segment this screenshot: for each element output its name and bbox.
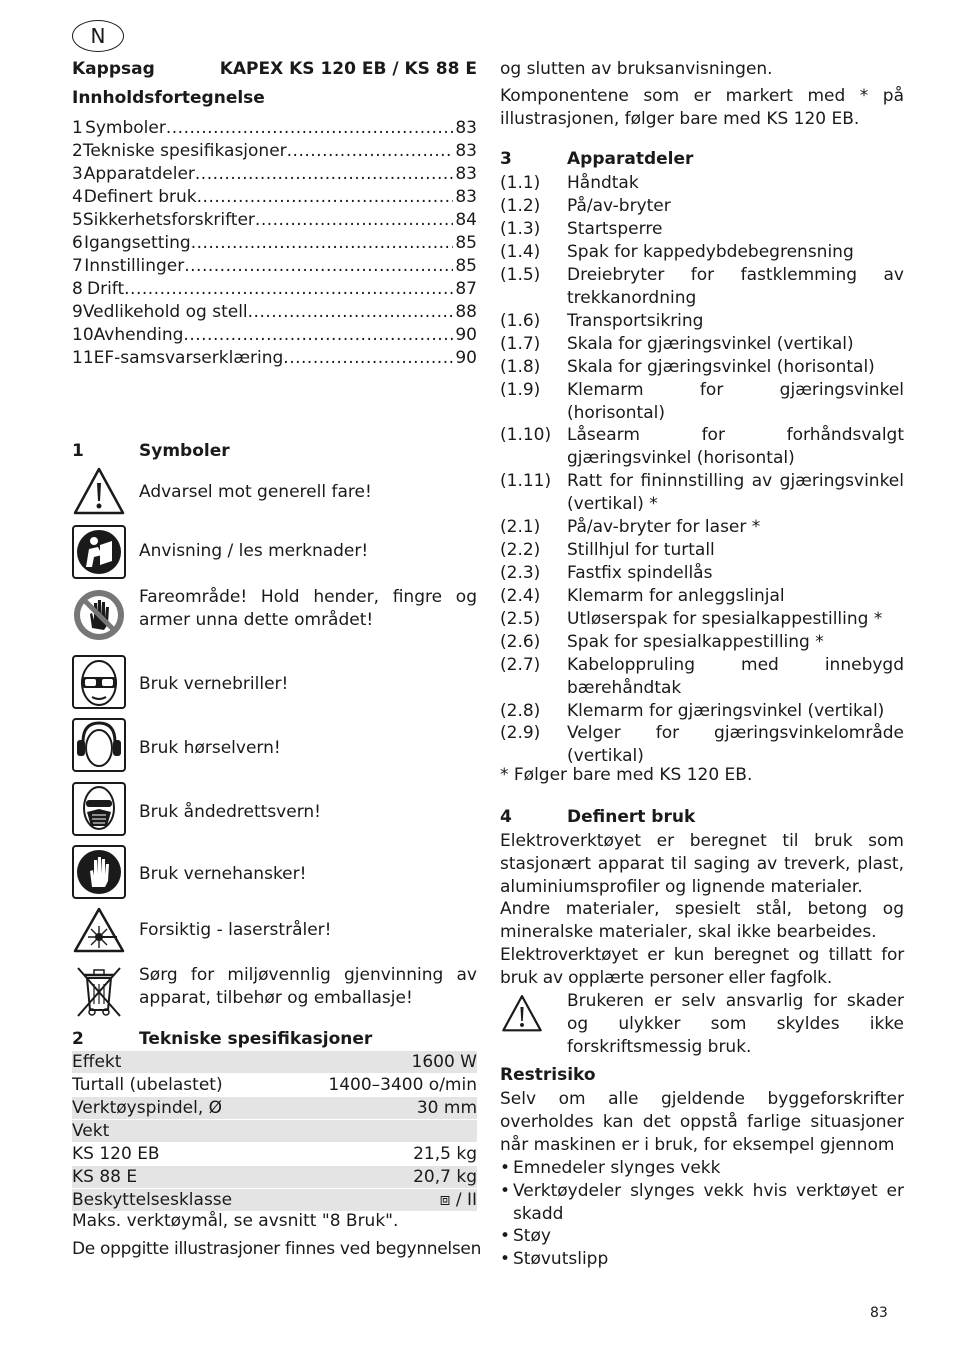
part-label: Velger for gjæringsvinkelområde (vertikal) (567, 723, 904, 766)
toc-item-num: 11 (72, 348, 94, 368)
symbol-text: Forsiktig - laserstråler! (139, 920, 332, 940)
part-label: Ratt for fininnstilling av gjæringsvinkel (vertikal) * (567, 471, 904, 514)
usage-paragraph: Elektroverktøyet er kun beregnet og tillatt for bruk av opplærte personer eller fagfolk. (500, 945, 904, 988)
spec-label: Effekt (72, 1052, 122, 1072)
spec-label: Turtall (ubelastet) (72, 1075, 223, 1095)
symbol-text: Bruk hørselvern! (139, 738, 281, 758)
spec-row (72, 1051, 477, 1073)
part-num: (1.6) (500, 311, 541, 331)
usage-paragraph: Andre materialer, spesielt stål, betong og mineralske materialer, skal ikke bearbeides. (500, 899, 904, 942)
toc-item-page: 88 (455, 302, 477, 322)
toc-item-num: 5 (72, 210, 83, 230)
toc-heading: Innholdsfortegnelse (72, 88, 265, 108)
toc-item-num: 6 (72, 233, 83, 253)
page-number: 83 (870, 1305, 888, 1321)
part-label: Fastfix spindellås (567, 563, 713, 583)
part-item (500, 539, 904, 562)
toc-leader (124, 278, 453, 300)
header-right: KAPEX KS 120 EB / KS 88 E (219, 59, 477, 79)
toc-item-num: 4 (72, 187, 83, 207)
spec-note: De oppgitte illustrasjoner finnes ved begynnelsen (72, 1239, 482, 1259)
toc-item (72, 301, 477, 323)
symbols-heading: Symboler (139, 441, 230, 461)
part-num: (1.5) (500, 265, 541, 285)
intro-line: og slutten av bruksanvisningen. (500, 59, 773, 79)
part-num: (2.5) (500, 609, 541, 629)
toc-item-page: 90 (455, 348, 477, 368)
residual-bullet (500, 1248, 904, 1271)
safety-goggles-icon (72, 655, 126, 709)
part-num: (2.7) (500, 655, 541, 675)
warning-triangle-icon (500, 993, 544, 1035)
toc-leader (183, 324, 453, 346)
usage-warning: Brukeren er selv ansvarlig for skader og ulykker som skyldes ikke forskriftsmessig bruk. (567, 991, 904, 1057)
spec-label: Beskyttelsesklasse (72, 1190, 233, 1210)
toc-item-page: 87 (455, 279, 477, 299)
residual-bullet (500, 1225, 904, 1248)
bullet-text: Verktøydeler slynges vekk hvis verktøyet er skadd (513, 1181, 904, 1224)
part-item (500, 241, 904, 264)
spec-value: ⧈ / II (439, 1190, 477, 1210)
toc-leader (166, 117, 454, 139)
part-item (500, 424, 904, 470)
laser-warning-icon (72, 904, 126, 958)
toc-item-title: EF-samsvarserklæring (93, 348, 284, 368)
part-num: (1.8) (500, 357, 541, 377)
warning-triangle-icon (72, 465, 126, 519)
toc-leader (184, 255, 453, 277)
bullet-dot: • (500, 1158, 511, 1178)
toc-item-num: 9 (72, 302, 83, 322)
part-label: Stillhjul for turtall (567, 540, 715, 560)
bullet-text: Støy (513, 1226, 551, 1246)
part-item (500, 631, 904, 654)
part-label: Klemarm for gjæringsvinkel (vertikal) (567, 701, 885, 721)
spec-label: KS 120 EB (72, 1144, 160, 1164)
toc-item-title: Symboler (85, 118, 166, 138)
spec-label: Vekt (72, 1121, 110, 1141)
usage-paragraph: Elektroverktøyet er beregnet til bruk som stasjonært apparat til saging av treverk, plast, aluminiumsprofiler og lignende materialer. (500, 831, 904, 897)
part-label: Skala for gjæringsvinkel (horisontal) (567, 357, 875, 377)
part-label: Dreiebryter for fastklemming av trekkanordning (567, 265, 904, 308)
part-item (500, 310, 904, 333)
toc-item (72, 324, 477, 346)
toc-item (72, 117, 477, 139)
symbol-text: Anvisning / les merknader! (139, 541, 369, 561)
toc-item-title: Igangsetting (83, 233, 191, 253)
spec-value: 1600 W (411, 1052, 477, 1072)
toc-item-page: 84 (455, 210, 477, 230)
ear-protection-icon (72, 718, 126, 772)
toc-item-page: 85 (455, 256, 477, 276)
part-label: Klemarm for gjæringsvinkel (horisontal) (567, 380, 904, 423)
part-num: (2.8) (500, 701, 541, 721)
residual-paragraph: Selv om alle gjeldende byggeforskrifter overholdes kan det oppstå farlige situasjoner når maskinen er i bruk, for eksempel gjennom (500, 1089, 904, 1155)
part-label: Spak for kappedybdebegrensning (567, 242, 854, 262)
spec-row (72, 1166, 477, 1188)
toc-item-page: 83 (455, 118, 477, 138)
spec-value: 21,5 kg (413, 1144, 477, 1164)
part-label: Kabeloppruling med innebygd bærehåndtak (567, 655, 904, 698)
toc-item-page: 85 (455, 233, 477, 253)
part-item (500, 333, 904, 356)
parts-footnote: * Følger bare med KS 120 EB. (500, 765, 753, 785)
gloves-icon (72, 845, 126, 899)
toc-item (72, 163, 477, 185)
spec-value: 20,7 kg (413, 1167, 477, 1187)
symbol-text: Advarsel mot generell fare! (139, 482, 372, 502)
part-num: (2.4) (500, 586, 541, 606)
spec-note: Maks. verktøymål, se avsnitt "8 Bruk". (72, 1211, 399, 1231)
toc-item (72, 278, 477, 300)
toc-item-page: 83 (455, 164, 477, 184)
part-num: (1.9) (500, 380, 541, 400)
spec-row (72, 1074, 477, 1096)
part-label: Skala for gjæringsvinkel (vertikal) (567, 334, 854, 354)
specs-heading: Tekniske spesifikasjoner (139, 1029, 373, 1049)
parts-heading: Apparatdeler (567, 149, 694, 169)
part-num: (1.1) (500, 173, 541, 193)
part-label: Håndtak (567, 173, 639, 193)
part-item (500, 379, 904, 425)
part-num: (1.3) (500, 219, 541, 239)
part-label: På/av-bryter for laser * (567, 517, 761, 537)
part-num: (2.2) (500, 540, 541, 560)
part-item (500, 562, 904, 585)
usage-num: 4 (500, 807, 512, 827)
usage-heading: Definert bruk (567, 807, 696, 827)
part-item (500, 700, 904, 723)
toc-item-title: Avhending (93, 325, 184, 345)
language-badge: N (72, 20, 124, 52)
toc-item-num: 1 (72, 118, 83, 138)
header-left: Kappsag (72, 59, 155, 79)
part-item (500, 585, 904, 608)
part-item (500, 356, 904, 379)
intro-paragraph: Komponentene som er markert med * på illustrasjonen, følger bare med KS 120 EB. (500, 86, 904, 129)
toc-leader (195, 163, 453, 185)
crossed-bin-icon (72, 964, 126, 1018)
part-item (500, 218, 904, 241)
toc-item-page: 90 (455, 325, 477, 345)
toc-item-num: 3 (72, 164, 83, 184)
part-item (500, 722, 904, 768)
spec-row (72, 1097, 477, 1119)
bullet-dot: • (500, 1181, 511, 1201)
toc-item (72, 209, 477, 231)
toc-item-title: Sikkerhetsforskrifter (82, 210, 255, 230)
toc-item (72, 347, 477, 369)
toc-item (72, 140, 477, 162)
spec-label: Verktøyspindel, Ø (72, 1098, 223, 1118)
residual-heading: Restrisiko (500, 1065, 596, 1085)
part-num: (1.11) (500, 471, 552, 491)
part-label: Spak for spesialkappestilling * (567, 632, 824, 652)
residual-bullet (500, 1157, 904, 1180)
symbol-text: Bruk åndedrettsvern! (139, 802, 321, 822)
symbol-text: Sørg for miljøvennlig gjenvinning av apparat, tilbehør og emballasje! (139, 965, 477, 1008)
part-item (500, 516, 904, 539)
part-label: På/av-bryter (567, 196, 671, 216)
part-item (500, 264, 904, 310)
part-num: (2.6) (500, 632, 541, 652)
no-hands-icon (72, 588, 126, 642)
toc-item-title: Apparatdeler (83, 164, 195, 184)
parts-num: 3 (500, 149, 512, 169)
read-manual-icon (72, 525, 126, 579)
spec-value: 30 mm (416, 1098, 477, 1118)
spec-row (72, 1189, 477, 1211)
toc-leader (287, 140, 454, 162)
part-label: Låsearm for forhåndsvalgt gjæringsvinkel (horisontal) (567, 425, 904, 468)
toc-leader (283, 347, 453, 369)
part-item (500, 470, 904, 516)
part-item (500, 654, 904, 700)
bullet-text: Emnedeler slynges vekk (513, 1158, 721, 1178)
part-num: (2.1) (500, 517, 541, 537)
bullet-dot: • (500, 1249, 511, 1269)
toc-item-title: Definert bruk (83, 187, 197, 207)
part-item (500, 172, 904, 195)
part-label: Klemarm for anleggslinjal (567, 586, 785, 606)
toc-leader (248, 301, 454, 323)
spec-value: 1400–3400 o/min (328, 1075, 477, 1095)
part-num: (2.9) (500, 723, 541, 743)
toc-item-title: Innstillinger (84, 256, 185, 276)
part-item (500, 608, 904, 631)
spec-label: KS 88 E (72, 1167, 138, 1187)
toc-item (72, 255, 477, 277)
toc-item-page: 83 (455, 187, 477, 207)
bullet-text: Støvutslipp (513, 1249, 609, 1269)
part-num: (1.2) (500, 196, 541, 216)
respirator-icon (72, 782, 126, 836)
symbols-num: 1 (72, 441, 84, 461)
toc-item-page: 83 (455, 141, 477, 161)
part-num: (2.3) (500, 563, 541, 583)
toc-item (72, 232, 477, 254)
toc-item-num: 8 (72, 279, 83, 299)
toc-item-title: Tekniske spesifikasjoner (82, 141, 287, 161)
part-label: Utløserspak for spesialkappestilling * (567, 609, 883, 629)
toc-item-num: 10 (72, 325, 94, 345)
toc-leader (255, 209, 453, 231)
symbol-text: Fareområde! Hold hender, fingre og armer unna dette området! (139, 587, 477, 630)
part-label: Startsperre (567, 219, 663, 239)
toc-item-num: 2 (72, 141, 83, 161)
residual-bullet (500, 1180, 904, 1226)
symbol-text: Bruk vernebriller! (139, 674, 289, 694)
symbol-text: Bruk vernehansker! (139, 864, 307, 884)
spec-row (72, 1143, 477, 1165)
part-label: Transportsikring (567, 311, 704, 331)
part-item (500, 195, 904, 218)
spec-row (72, 1120, 477, 1142)
bullet-dot: • (500, 1226, 511, 1246)
part-num: (1.10) (500, 425, 552, 445)
toc-leader (197, 186, 454, 208)
part-num: (1.7) (500, 334, 541, 354)
toc-item-title: Drift (86, 279, 125, 299)
toc-item-title: Vedlikehold og stell (82, 302, 248, 322)
toc-item-num: 7 (72, 256, 83, 276)
specs-num: 2 (72, 1029, 84, 1049)
part-num: (1.4) (500, 242, 541, 262)
toc-leader (191, 232, 454, 254)
toc-item (72, 186, 477, 208)
